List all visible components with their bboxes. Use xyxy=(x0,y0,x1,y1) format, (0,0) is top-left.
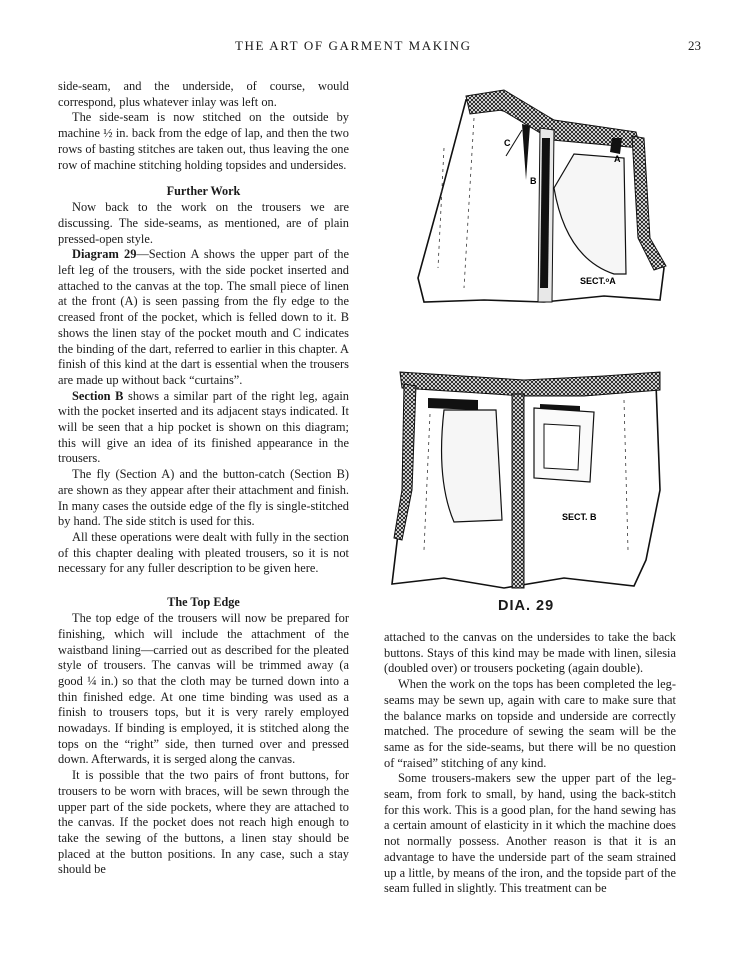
paragraph: Now back to the work on the trousers we are discussing. The side-seams, as mentioned, are of plain pressed-open style. xyxy=(58,200,349,246)
section-a-label: SECT.ᵒA xyxy=(580,276,616,286)
paragraph-text: —Section A shows the upper part of the left leg of the trousers, with the side pocket inserted and attached to the canvas at the top. The small piece of linen at the front (A) is seen passing from the fly edge to the creased front of the pocket, which is felled down to it. B shows the linen stay of the pocket mouth and C indicates the binding of the dart, referred to earlier in this chapter. A finish of this kind at the dart is essential when the trousers are made up without back “curtains”. xyxy=(58,247,349,387)
diagram-29-lead: Diagram 29 xyxy=(72,247,137,262)
paragraph xyxy=(58,247,349,388)
right-column xyxy=(384,630,676,897)
paragraph: The fly (Section A) and the button-catch (Section B) are shown as they appear after their attachment and finish. In many cases the outside edge of the fly is single-stitched by hand. The side stitch is used for this. xyxy=(58,467,349,529)
section-b-label: SECT. B xyxy=(562,512,597,522)
marker-b: B xyxy=(530,176,537,186)
paragraph xyxy=(58,389,349,468)
diagram-section-b xyxy=(384,370,684,592)
page-number: 23 xyxy=(688,38,701,53)
marker-c: C xyxy=(504,138,511,148)
marker-a: A xyxy=(614,154,621,164)
figure-caption: DIA. 29 xyxy=(498,598,555,614)
paragraph: attached to the canvas on the undersides to take the back buttons. Stays of this kind may be made with linen, silesia (doubled over) or trousers pocketing (again double). xyxy=(384,630,676,676)
paragraph: side-seam, and the underside, of course, would correspond, plus whatever inlay was left on. xyxy=(58,79,349,109)
section-heading-top-edge: The Top Edge xyxy=(167,595,240,610)
paragraph: It is possible that the two pairs of front buttons, for trousers to be worn with braces, will be sewn through the upper part of the side pockets, where they are attached to the canvas. If the pocket does not reach high enough to take the sewing of the buttons, a linen stay should be placed at the button positions. In any case, such a stay should be xyxy=(58,768,349,877)
running-title: THE ART OF GARMENT MAKING xyxy=(235,38,472,53)
paragraph: All these operations were dealt with fully in the section of this chapter dealing with pleated trousers, so it is not necessary for any fuller description to be given here. xyxy=(58,529,349,576)
paragraph-text: shows a similar part of the right leg, again with the pocket inserted and its adjacent stays indicated. It will be seen that a hip pocket is shown on this diagram; this will give an idea of its finished appearance in the trousers. xyxy=(58,388,349,466)
paragraph: The top edge of the trousers will now be prepared for finishing, which will include the attachment of the waistband lining—carried out as described for the pleated style of trousers. The canvas will be trimmed away (a good ¼ in.) so that the cloth may be turned down into a thin finished edge. At one time binding was used as a finish to trousers tops, but it is very rarely employed nowadays. If binding is employed, it is stitched along the tops on the “right” side, then turned over and pressed down. Afterwards, it is serged along the canvas. xyxy=(58,611,349,767)
section-heading-further-work: Further Work xyxy=(166,184,241,199)
left-column xyxy=(58,79,349,878)
section-b-lead: Section B xyxy=(72,388,124,403)
paragraph: The side-seam is now stitched on the outside by machine ½ in. back from the edge of lap, and then the two rows of basting stitches are taken out, thus leaving the one row of machine stitching holding topsides and undersides. xyxy=(58,110,349,172)
paragraph: When the work on the tops has been completed the leg-seams may be sewn up, again with care to make sure that the balance marks on topside and underside are correctly matched. The procedure of sewing the seam will be the same as for the side-seams, but there will be no question of “raised” stitching of any kind. xyxy=(384,677,676,770)
diagram-section-a xyxy=(404,88,680,316)
paragraph: Some trousers-makers sew the upper part of the leg-seam, from fork to small, by hand, using the back-stitch for this work. This is a good plan, for the hand sewing has a certain amount of elasticity in it which the machine does not normally possess. Another reason is that it is an advantage to have the underside part of the seam strained up a little, by means of the iron, and the topside part of the seam fulled in slightly. This treatment can be xyxy=(384,771,676,896)
